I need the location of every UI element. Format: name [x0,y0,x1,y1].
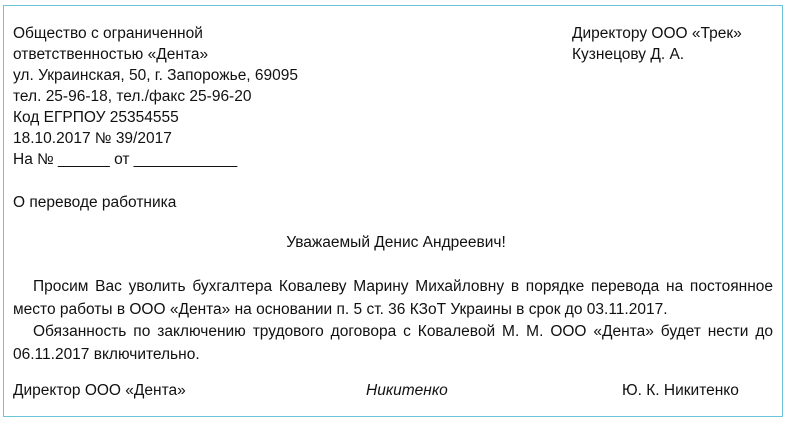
recipient-name: Кузнецову Д. А. [572,46,685,63]
sender-line-1: Общество с ограниченной [13,25,203,42]
letter-subject: О переводе работника [13,194,177,211]
sender-line-2: ответственностью «Дента» [13,46,209,63]
handwritten-signature: Никитенко [366,382,448,399]
signer-name: Ю. К. Никитенко [622,382,739,399]
reference-number: На № ______ от ____________ [13,151,238,168]
sender-code: Код ЕГРПОУ 25354555 [13,109,179,126]
sender-address: ул. Украинская, 50, г. Запорожье, 69095 [13,67,299,84]
recipient-position: Директору ООО «Трек» [572,25,742,42]
body-paragraph-1: Просим Вас уволить бухгалтера Ковалеву Марину Михайловну в порядке перевода на постоянное место работы в ООО «Дента» на основании п. 5 ст. 36 КЗоТ Украины в срок до 03.11.2017. [13,278,773,318]
letter-greeting: Уважаемый Денис Андреевич! [286,234,506,251]
sender-phone: тел. 25-96-18, тел./факс 25-96-20 [13,88,252,105]
signer-position: Директор ООО «Дента» [13,382,186,399]
body-paragraph-2: Обязанность по заключению трудового договора с Ковалевой М. М. ООО «Дента» будет нести до 06.11.2017 включительно. [13,323,773,363]
outgoing-number: 18.10.2017 № 39/2017 [13,130,172,147]
